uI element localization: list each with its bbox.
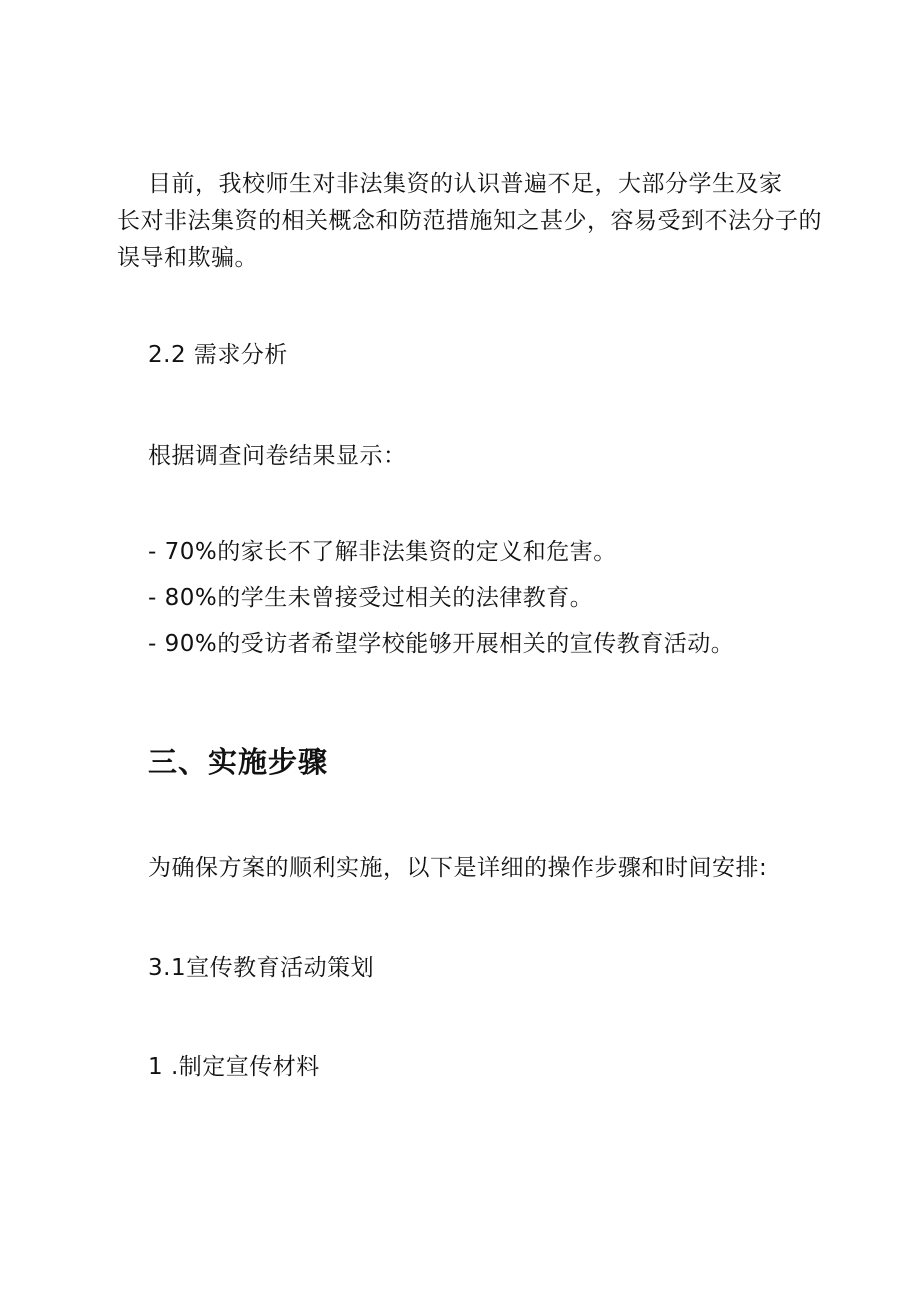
survey-result-item: - 80%的学生未曾接受过相关的法律教育。 xyxy=(148,585,594,611)
section-3-title: 三、实施步骤 xyxy=(148,745,329,779)
survey-results-list xyxy=(148,534,734,672)
intro-line-3: 误导和欺骗。 xyxy=(117,245,258,271)
survey-result-item: - 70%的家长不了解非法集资的定义和危害。 xyxy=(148,539,617,565)
intro-line-1: 目前，我校师生对非法集资的认识普遍不足，大部分学生及家 xyxy=(148,171,783,197)
section-3-intro: 为确保方案的顺利实施，以下是详细的操作步骤和时间安排: xyxy=(148,855,768,881)
survey-result-item: - 90%的受访者希望学校能够开展相关的宣传教育活动。 xyxy=(148,631,735,657)
intro-paragraph xyxy=(117,166,822,277)
intro-line-2: 长对非法集资的相关概念和防范措施知之甚少，容易受到不法分子的 xyxy=(117,208,822,234)
step-1-title: 1 .制定宣传材料 xyxy=(148,1054,320,1080)
survey-intro: 根据调查问卷结果显示： xyxy=(148,443,407,469)
section-2-2-title: 2.2 需求分析 xyxy=(148,342,288,368)
section-3-1-title: 3.1宣传教育活动策划 xyxy=(148,955,375,981)
